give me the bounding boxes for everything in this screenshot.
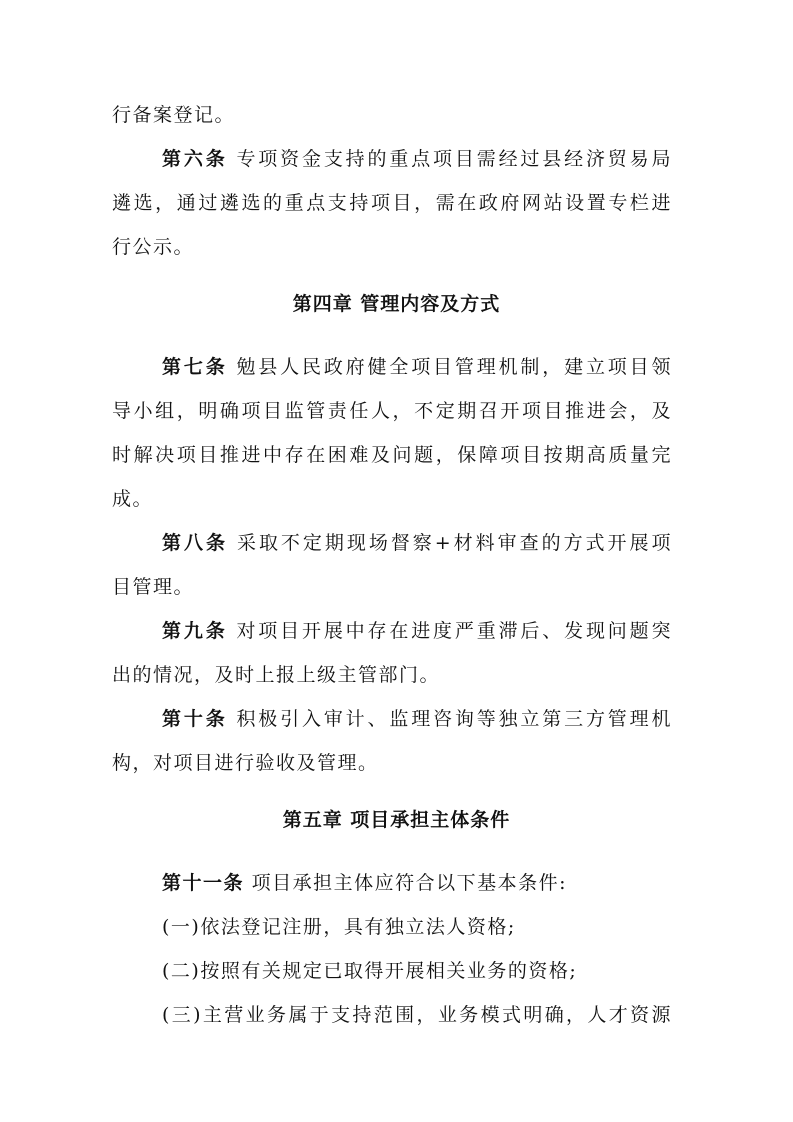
- list-item: (一)依法登记注册，具有独立法人资格;: [162, 916, 516, 938]
- article-10-line-1: [162, 707, 672, 731]
- text-line: 行公示。: [112, 236, 195, 258]
- text-line: 行备案登记。: [112, 104, 236, 126]
- article-11-label: 第十一条: [162, 872, 245, 894]
- article-11-text: 项目承担主体应符合以下基本条件:: [251, 872, 567, 894]
- article-7-line-1: [162, 355, 672, 379]
- article-9-text: 对项目开展中存在进度严重滞后、发现问题突: [236, 620, 672, 642]
- article-6-line-1: [162, 147, 672, 171]
- article-8-line-1: [162, 531, 672, 555]
- text-line: 导小组，明确项目监管责任人，不定期召开项目推进会，及: [112, 400, 672, 422]
- text-line: 出的情况，及时上报上级主管部门。: [112, 664, 441, 686]
- chapter-4-heading: 第四章 管理内容及方式: [292, 293, 501, 315]
- article-9-line-1: [162, 619, 672, 643]
- text-line: 成。: [112, 488, 154, 510]
- article-7-text: 勉县人民政府健全项目管理机制，建立项目领: [236, 356, 672, 378]
- list-item: (三)主营业务属于支持范围，业务模式明确，人才资源: [162, 1004, 672, 1026]
- article-11-line-1: [162, 871, 567, 895]
- text-line: 目管理。: [112, 576, 195, 598]
- article-8-label: 第八条: [162, 532, 228, 554]
- article-10-label: 第十条: [162, 708, 228, 730]
- article-7-label: 第七条: [162, 356, 228, 378]
- list-item: (二)按照有关规定已取得开展相关业务的资格;: [162, 960, 578, 982]
- article-8-text: 采取不定期现场督察+材料审查的方式开展项: [236, 532, 672, 554]
- article-9-label: 第九条: [162, 620, 228, 642]
- article-10-text: 积极引入审计、监理咨询等独立第三方管理机: [236, 708, 672, 730]
- article-6-text: 专项资金支持的重点项目需经过县经济贸易局: [236, 148, 672, 170]
- article-6-label: 第六条: [162, 148, 228, 170]
- text-line: 时解决项目推进中存在困难及问题，保障项目按期高质量完: [112, 444, 672, 466]
- text-line: 遴选，通过遴选的重点支持项目，需在政府网站设置专栏进: [112, 192, 672, 214]
- chapter-5-heading: 第五章 项目承担主体条件: [282, 809, 511, 831]
- text-line: 构，对项目进行验收及管理。: [112, 752, 379, 774]
